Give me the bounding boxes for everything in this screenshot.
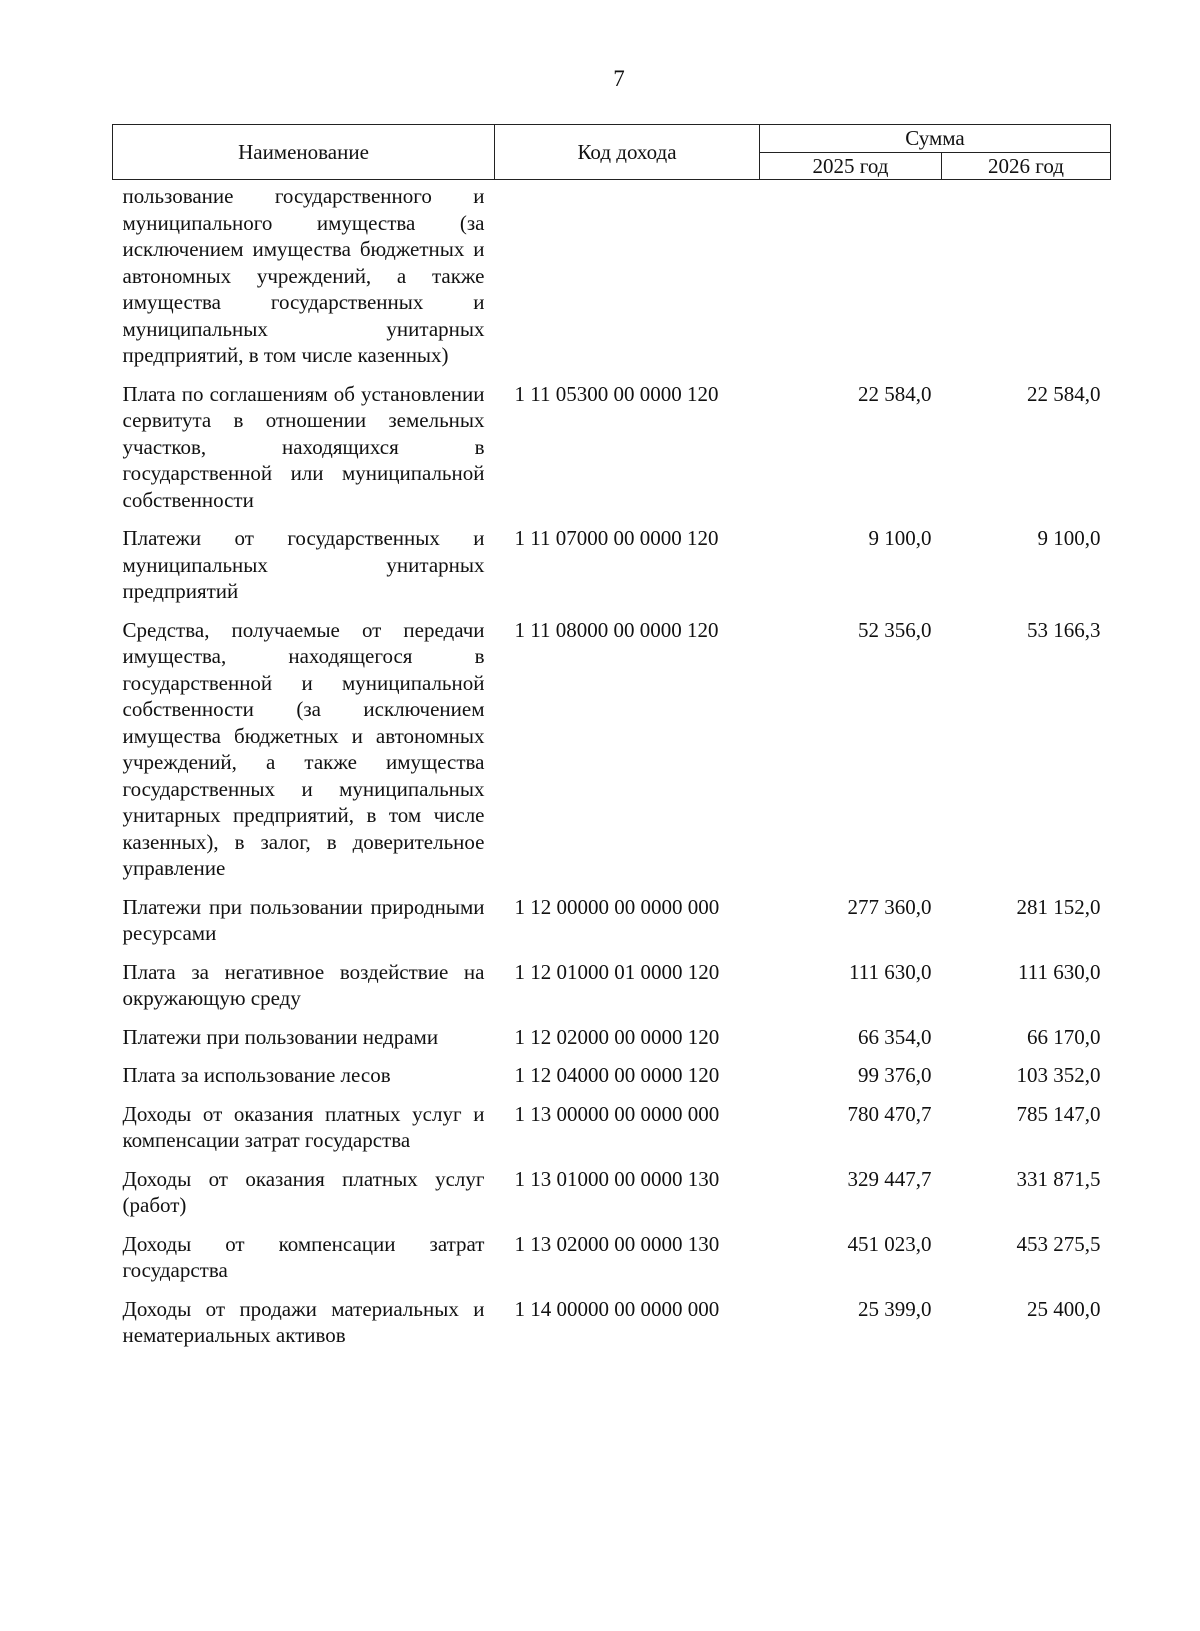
row-sum-2025: 451 023,0 [847,1231,932,1256]
row-name: Плата по соглашениям об установлении сервитута в отношении земельных участков, находящихся в государственной или муниципальной собственности [122,381,485,512]
row-sum-2026: 25 400,0 [1027,1296,1101,1321]
row-name: Доходы от продажи материальных и нематериальных активов [122,1296,485,1347]
row-code: 1 13 01000 00 0000 130 [514,1166,720,1191]
row-sum-2025: 22 584,0 [858,381,932,406]
row-sum-2025: 52 356,0 [858,617,932,642]
row-code: 1 13 02000 00 0000 130 [514,1231,720,1256]
revenue-table [112,124,1111,1361]
row-sum-2025: 9 100,0 [868,526,932,550]
table-row [113,1101,1111,1166]
row-code [495,180,760,381]
row-name: Доходы от компенсации затрат государства [122,1231,485,1282]
table-row [113,1231,1111,1296]
table-row [113,1296,1111,1361]
row-sum-2026: 53 166,3 [1027,617,1101,642]
row-code: 1 11 08000 00 0000 120 [514,617,719,642]
table-row [113,381,1111,526]
row-name: Платежи от государственных и муниципальных унитарных предприятий [122,526,485,603]
table-row [113,1024,1111,1063]
row-sum-2026: 331 871,5 [1016,1166,1101,1191]
row-sum-2025: 66 354,0 [858,1024,932,1049]
row-name: Средства, получаемые от передачи имущества, находящегося в государственной и муниципальной собственности (за исключением имущества бюджетных и автономных учреждений, а также имущества государственных и муниципальных унитарных предприятий, в том числе казенных), в залог, в доверительное управление [122,617,485,880]
table-row [113,1166,1111,1231]
row-code: 1 12 00000 00 0000 000 [514,894,720,919]
row-name: Платежи при пользовании недрами [122,1024,439,1049]
table-row [113,525,1111,617]
row-sum-2026: 281 152,0 [1016,894,1101,919]
row-code: 1 11 07000 00 0000 120 [514,526,719,550]
header-year-2026: 2026 год [942,152,1111,180]
table-row [113,1062,1111,1101]
table-header [113,125,1111,180]
page-number: 7 [613,66,625,91]
row-name: пользование государственного и муниципального имущества (за исключением имущества бюджетных и автономных учреждений, а также имущества государственных и муниципальных унитарных предприятий, в том числе казенных) [122,184,485,367]
header-name: Наименование [113,125,495,180]
row-sum-2025: 25 399,0 [858,1296,932,1321]
row-name: Платежи при пользовании природными ресурсами [122,894,485,945]
row-sum-2026: 9 100,0 [1037,526,1101,550]
row-sum-2026 [942,180,1111,381]
row-code: 1 12 04000 00 0000 120 [514,1063,720,1087]
row-sum-2026: 66 170,0 [1027,1024,1101,1049]
row-code: 1 14 00000 00 0000 000 [514,1296,720,1321]
row-sum-2026: 111 630,0 [1018,959,1101,984]
table-row [113,959,1111,1024]
row-sum-2026: 22 584,0 [1027,381,1101,406]
row-sum-2026: 453 275,5 [1016,1231,1101,1256]
row-name: Плата за использование лесов [122,1063,391,1087]
row-sum-2026: 785 147,0 [1016,1101,1101,1126]
row-sum-2025: 329 447,7 [847,1166,932,1191]
header-code: Код дохода [495,125,760,180]
row-sum-2025: 111 630,0 [849,959,932,984]
row-sum-2025: 277 360,0 [847,894,932,919]
row-name: Доходы от оказания платных услуг (работ) [122,1166,485,1217]
table-row [113,180,1111,381]
table-row [113,617,1111,894]
header-year-2025: 2025 год [760,152,942,180]
row-code: 1 11 05300 00 0000 120 [514,381,719,406]
row-code: 1 12 02000 00 0000 120 [514,1024,720,1049]
row-name: Плата за негативное воздействие на окружающую среду [122,959,485,1010]
row-sum-2026: 103 352,0 [1016,1063,1101,1087]
table-body [113,180,1111,1361]
row-sum-2025 [760,180,942,381]
row-code: 1 12 01000 01 0000 120 [514,959,720,984]
table-row [113,894,1111,959]
row-name: Доходы от оказания платных услуг и компенсации затрат государства [122,1101,485,1152]
row-sum-2025: 780 470,7 [847,1101,932,1126]
row-code: 1 13 00000 00 0000 000 [514,1101,720,1126]
header-sum: Сумма [760,125,1111,153]
row-sum-2025: 99 376,0 [858,1063,932,1087]
